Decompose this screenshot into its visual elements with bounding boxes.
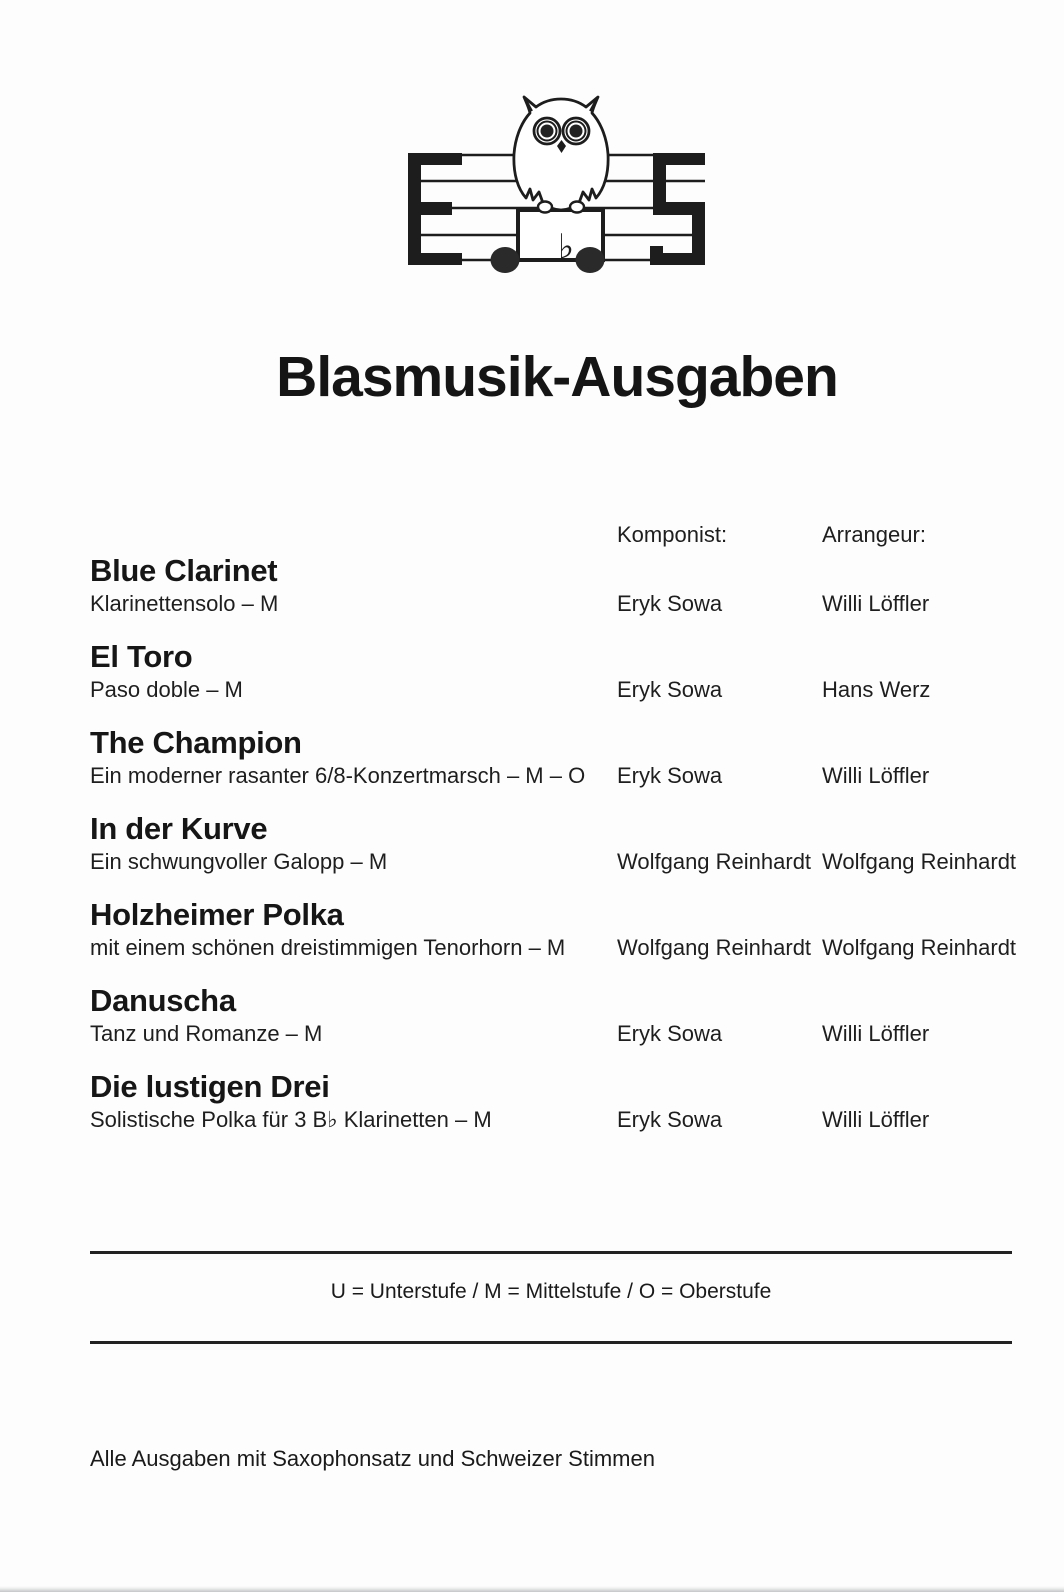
entry-row xyxy=(90,897,1017,963)
column-header-komponist: Komponist: xyxy=(617,522,728,547)
entry-text xyxy=(90,983,617,1049)
owl-foot-right xyxy=(570,202,584,213)
monogram-letter-s xyxy=(650,153,705,265)
owl-icon xyxy=(514,97,608,213)
column-header-row xyxy=(90,520,1012,550)
entry-title: Holzheimer Polka xyxy=(90,897,344,932)
entry-subtitle: Ein moderner rasanter 6/8-Konzertmarsch – M – O xyxy=(90,763,586,788)
note-head-right xyxy=(576,247,605,273)
entry-arrangeur: Willi Löffler xyxy=(822,1107,930,1132)
entry-arrangeur: Willi Löffler xyxy=(822,591,930,616)
entry-komponist: Eryk Sowa xyxy=(617,1107,723,1132)
entry-title: Danuscha xyxy=(90,983,236,1018)
entry-row xyxy=(90,553,1012,619)
entry-arrangeur: Wolfgang Reinhardt xyxy=(822,849,1017,874)
divider-rule-bottom xyxy=(90,1341,1012,1344)
entry-subtitle: Tanz und Romanze – M xyxy=(90,1021,323,1046)
entry-subtitle: Paso doble – M xyxy=(90,677,243,702)
entry-arrangeur: Willi Löffler xyxy=(822,1021,930,1046)
entry-arrangeur: Hans Werz xyxy=(822,677,931,702)
beamed-notes xyxy=(491,210,605,273)
entry-row xyxy=(90,983,1012,1049)
owl-music-staff-logo xyxy=(400,88,710,280)
footer-note: Alle Ausgaben mit Saxophonsatz und Schweizer Stimmen xyxy=(90,1446,655,1471)
difficulty-legend: U = Unterstufe / M = Mittelstufe / O = Oberstufe xyxy=(330,1280,772,1303)
entry-komponist: Wolfgang Reinhardt xyxy=(617,935,812,960)
note-head-left xyxy=(491,247,520,273)
entry-arrangeur: Willi Löffler xyxy=(822,763,930,788)
entry-arrangeur: Wolfgang Reinhardt xyxy=(822,935,1017,960)
entry-title: Die lustigen Drei xyxy=(90,1069,330,1104)
column-header-arrangeur: Arrangeur: xyxy=(822,522,926,547)
entry-text xyxy=(90,897,617,963)
entry-row xyxy=(90,1069,1012,1135)
entry-text xyxy=(90,553,617,619)
publisher-logo xyxy=(400,88,710,280)
entry-row xyxy=(90,639,1012,705)
entry-subtitle: mit einem schönen dreistimmigen Tenorhorn – M xyxy=(90,935,566,960)
entry-komponist: Eryk Sowa xyxy=(617,1021,723,1046)
entry-komponist: Eryk Sowa xyxy=(617,591,723,616)
entry-text xyxy=(90,725,617,791)
entry-subtitle: Klarinettensolo – M xyxy=(90,591,279,616)
entry-subtitle: Ein schwungvoller Galopp – M xyxy=(90,849,388,874)
entry-komponist: Eryk Sowa xyxy=(617,677,723,702)
divider-rule-top xyxy=(90,1251,1012,1254)
owl-foot-left xyxy=(538,202,552,213)
flat-sign: ♭ xyxy=(558,227,575,267)
entry-title: El Toro xyxy=(90,639,193,674)
entry-komponist: Wolfgang Reinhardt xyxy=(617,849,812,874)
entry-text xyxy=(90,639,617,705)
entry-row xyxy=(90,725,1012,791)
entry-title: In der Kurve xyxy=(90,811,268,846)
entry-text xyxy=(90,1069,617,1135)
entry-title: Blue Clarinet xyxy=(90,553,278,588)
page-title: Blasmusik-Ausgaben xyxy=(276,345,838,409)
entry-row xyxy=(90,811,1017,877)
scan-edge-artifact xyxy=(0,1586,1064,1592)
entry-komponist: Eryk Sowa xyxy=(617,763,723,788)
entry-subtitle: Solistische Polka für 3 B♭ Klarinetten – M xyxy=(90,1107,492,1132)
entry-text xyxy=(90,811,617,877)
entry-title: The Champion xyxy=(90,725,302,760)
